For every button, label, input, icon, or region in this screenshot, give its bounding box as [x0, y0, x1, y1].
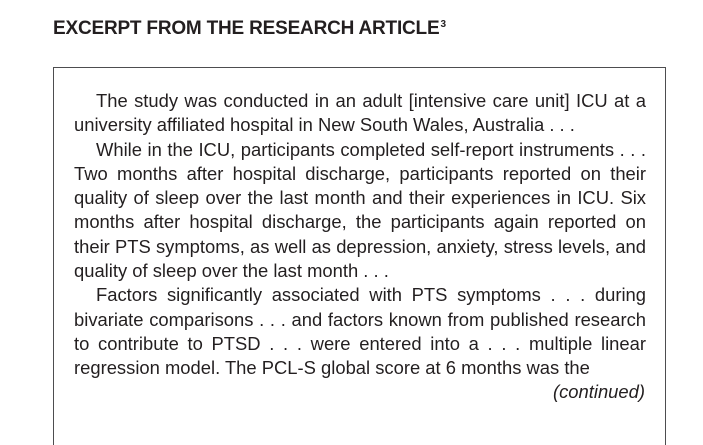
excerpt-text [74, 89, 646, 381]
continued-label: (continued) [552, 381, 645, 402]
excerpt-paragraph-1: The study was conducted in an adult [intensive care unit] ICU at a university affiliated hospital in New South Wales, Australia . . . [74, 90, 646, 136]
excerpt-heading-title: EXCERPT FROM THE RESEARCH ARTICLE [53, 18, 440, 39]
reference-superscript: 3 [440, 19, 446, 30]
excerpt-heading [53, 18, 446, 40]
excerpt-paragraph-2: While in the ICU, participants completed self-report instruments . . . Two months after hospital discharge, participants reported on their quality of sleep over the last month and their experiences in ICU. Six months after hospital discharge, the participants again reported on their PTS symptoms, as well as depression, anxiety, stress levels, and quality of sleep over the last month . . . [74, 138, 646, 282]
excerpt-paragraph-3: Factors significantly associated with PTS symptoms . . . during bivariate comparisons . . . and factors known from published research to contribute to PTSD . . . were entered into a . . . multiple linear regression model. The PCL-S global score at 6 months was the [74, 284, 646, 379]
excerpt-box [53, 67, 666, 445]
